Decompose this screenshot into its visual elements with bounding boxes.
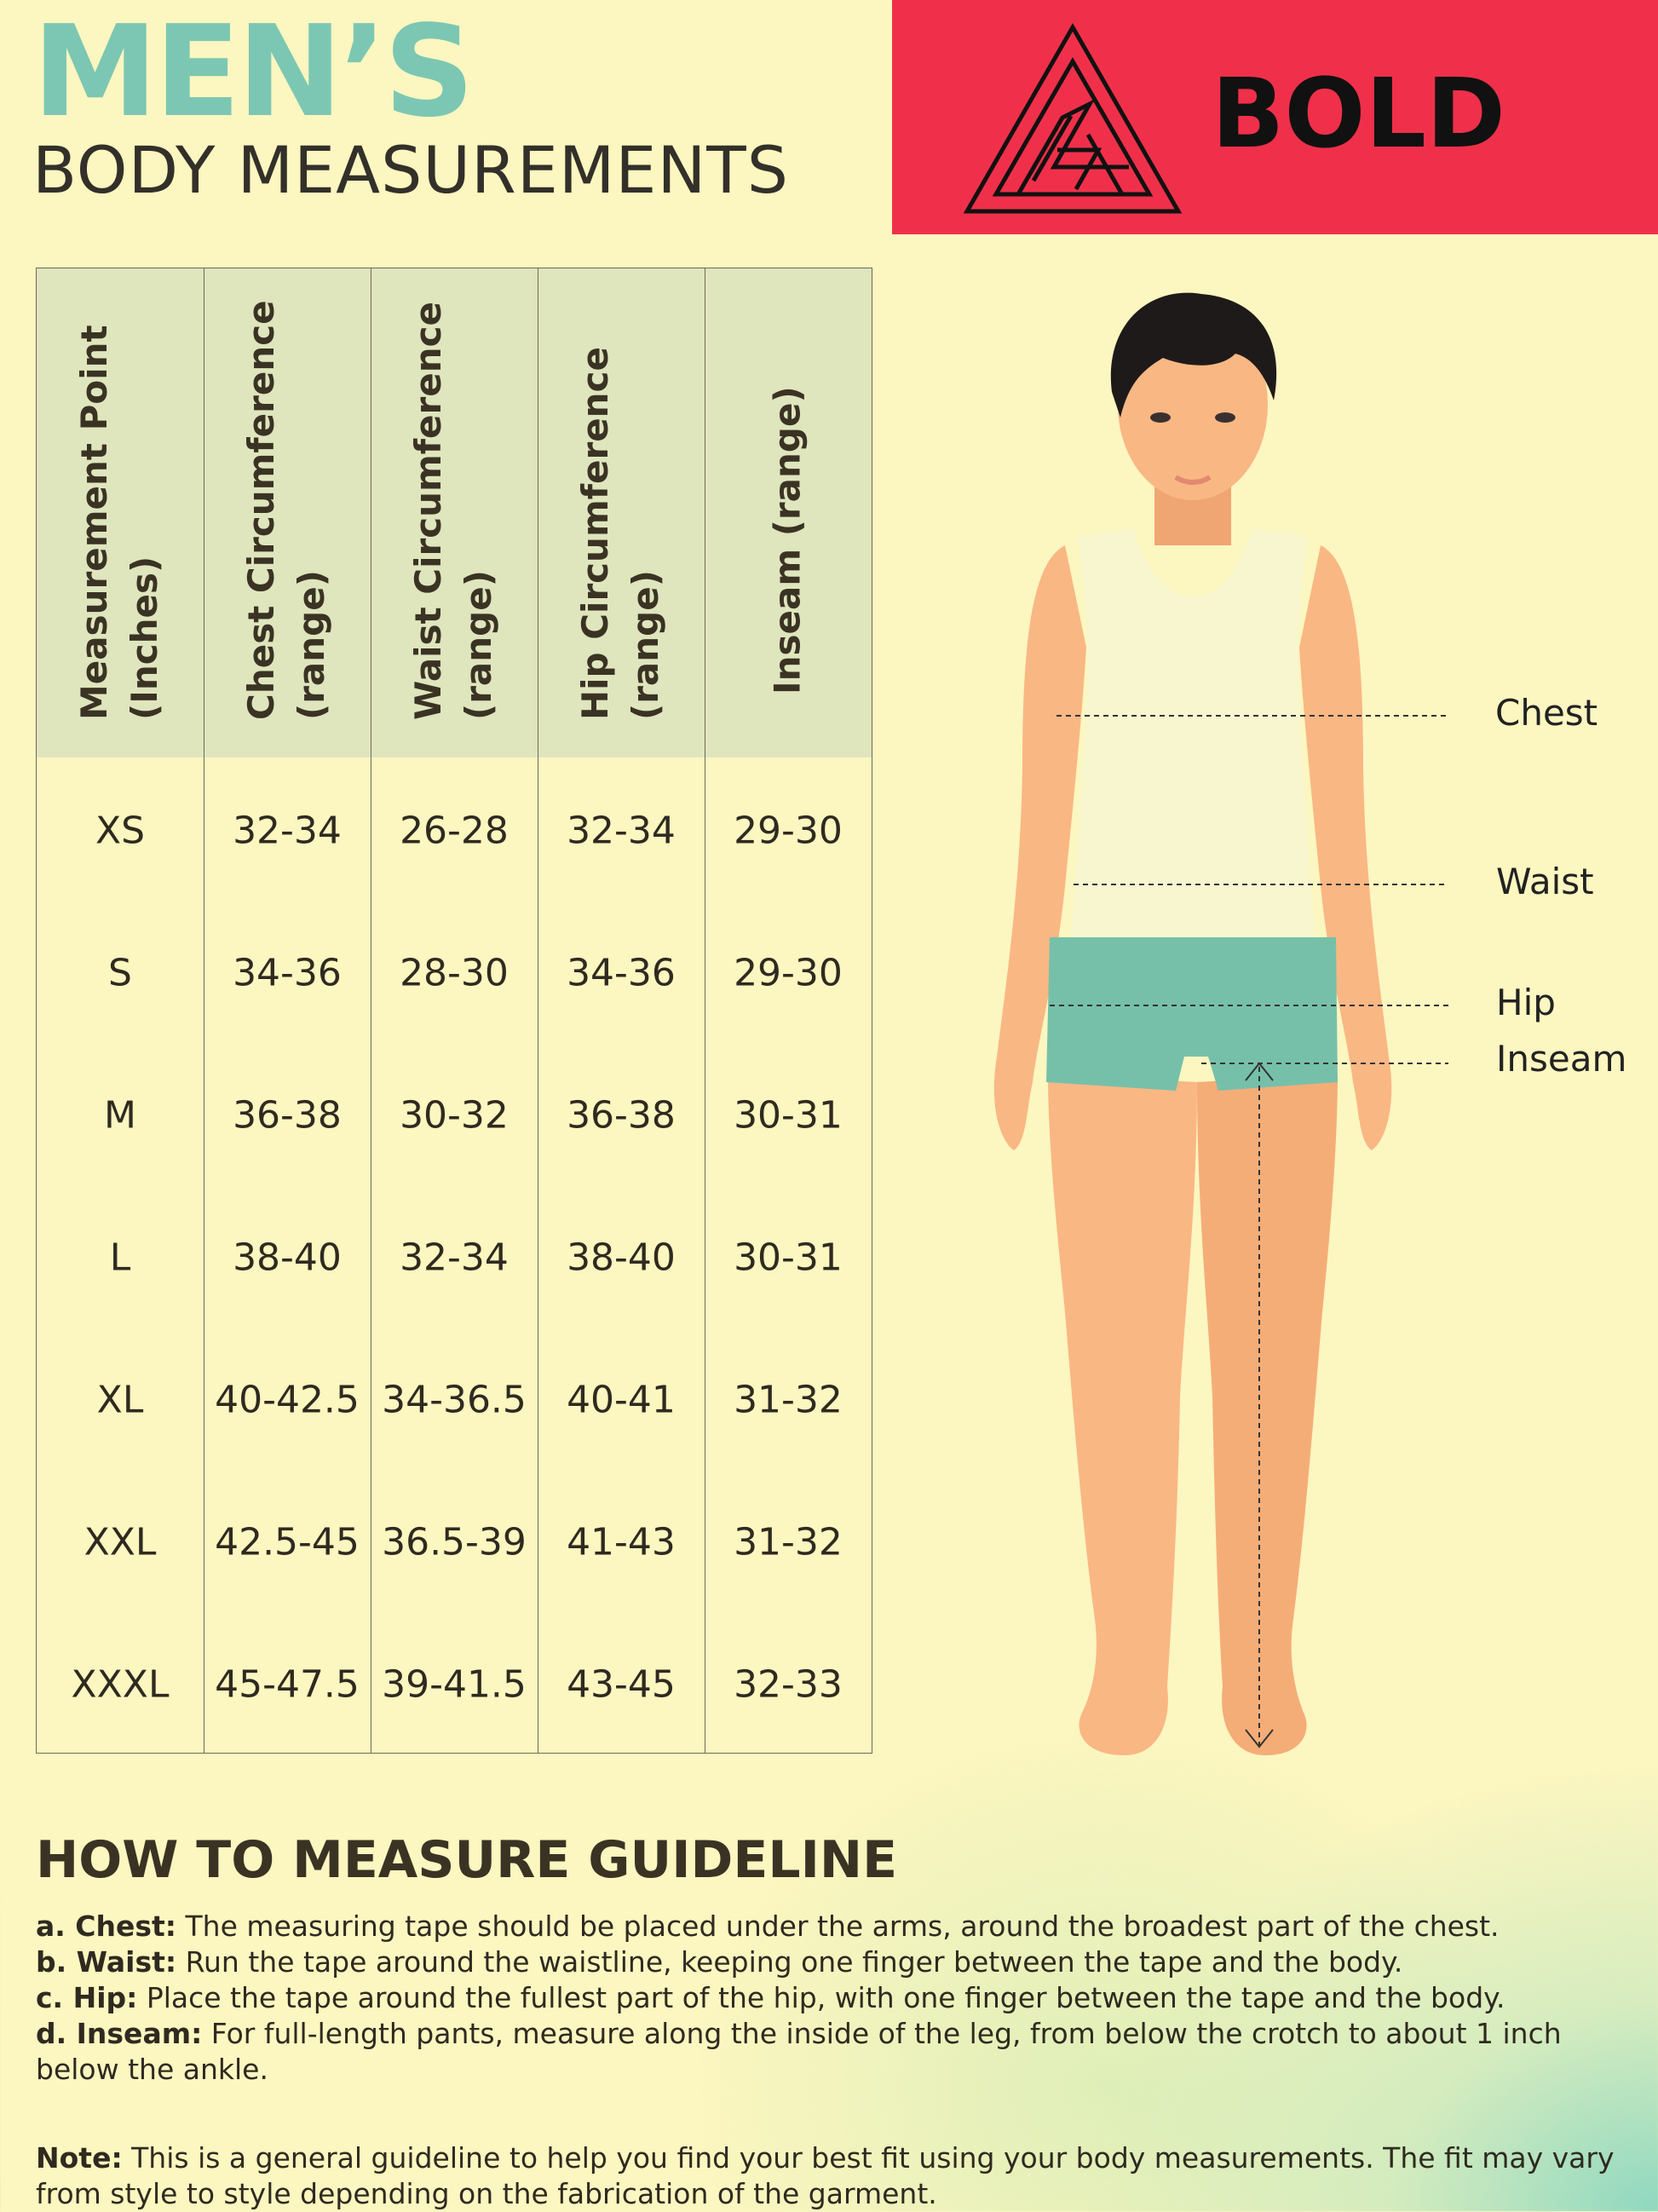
shorts [1046,937,1338,1091]
table-cell: 34-36 [567,951,676,995]
guideline-item-text: Run the tape around the waistline, keeping one finger between the tape and the body. [176,1945,1403,1979]
header-line: (range) [458,570,499,720]
guideline-item-label: a. Chest: [36,1910,176,1943]
table-cell: 39-41.5 [382,1662,527,1707]
triangle-knot-logo-icon [962,22,1183,215]
table-cell: 32-34 [233,809,342,853]
table-cell: 26-28 [400,809,509,853]
table-cell: 38-40 [567,1236,676,1280]
size-label: M [104,1093,136,1138]
guideline-item-label: b. Waist: [36,1945,177,1979]
header-line: Waist Circumference [407,302,450,720]
header-line: (range) [625,570,666,720]
guideline-list [36,1909,1621,2088]
header-hip [538,268,705,757]
table-cell: 34-36 [233,951,342,995]
size-table [36,268,872,1754]
table-cell: 36.5-39 [382,1520,527,1564]
table-cell: 32-34 [400,1236,509,1280]
brand-name: BOLD [1212,59,1505,170]
table-cell: 36-38 [567,1093,676,1138]
header-line: (Inches) [124,556,165,720]
header-waist [371,268,538,757]
header-measurement-point [37,268,204,757]
guideline-item [36,1909,1621,1944]
label-hip: Hip [1496,982,1556,1023]
header-line: Inseam (range) [766,386,809,694]
guideline-item-text: For full-length pants, measure along the inside of the leg, from below the crotch to about 1 inch below the ankle. [36,2017,1562,2086]
header-line: Hip Circumference [574,347,617,720]
label-waist: Waist [1496,861,1594,902]
guideline-item [36,1980,1621,2016]
table-cell: 30-31 [734,1093,843,1138]
right-leg [1197,1074,1338,1755]
left-leg [1048,1074,1197,1755]
table-cell: 45-47.5 [215,1662,360,1707]
brand-banner [892,0,1658,234]
guideline-item-label: c. Hip: [36,1981,138,2014]
table-cell: 36-38 [233,1093,342,1138]
table-cell: 41-43 [567,1520,676,1564]
table-cell: 43-45 [567,1662,676,1707]
note-label: Note: [36,2141,123,2175]
guideline-item-text: The measuring tape should be placed under the arms, around the broadest part of the chest. [176,1910,1500,1943]
label-chest: Chest [1495,692,1598,734]
table-cell: 28-30 [400,951,509,995]
size-label: XXXL [71,1662,170,1707]
tank-top [1068,528,1317,946]
table-cell: 30-32 [400,1093,509,1138]
table-cell: 38-40 [233,1236,342,1280]
size-label: XL [96,1378,144,1422]
note-text [36,2140,1621,2212]
table-cell: 29-30 [734,809,843,853]
header-line: (range) [291,570,332,720]
body-figure [937,290,1448,1768]
table-cell: 40-42.5 [215,1378,360,1422]
table-cell: 32-33 [734,1662,843,1707]
note-body: This is a general guideline to help you find your best fit using your body measurements. The fit may vary from style to style depending on the fabrication of the garment. [36,2141,1615,2210]
title-body-measurements: BODY MEASUREMENTS [32,132,789,208]
guideline-title: HOW TO MEASURE GUIDELINE [36,1830,898,1890]
table-header [37,268,872,757]
size-label: L [109,1236,131,1280]
guideline-item [36,2016,1621,2088]
male-body-illustration [937,290,1448,1764]
guideline-item-label: d. Inseam: [36,2017,203,2050]
table-cell: 31-32 [734,1520,843,1564]
table-cell: 29-30 [734,951,843,995]
size-label: XS [95,809,146,853]
header-line: Chest Circumference [240,300,283,720]
table-cell: 32-34 [567,809,676,853]
table-cell: 42.5-45 [215,1520,360,1564]
label-inseam: Inseam [1496,1038,1627,1080]
table-cell: 34-36.5 [382,1378,527,1422]
header-line: Measurement Point [73,325,116,720]
table-cell: 30-31 [734,1236,843,1280]
table-cell: 31-32 [734,1378,843,1422]
table-cell: 40-41 [567,1378,676,1422]
header-inseam [705,268,872,757]
size-label: XXL [83,1520,157,1564]
guideline-item-text: Place the tape around the fullest part of the hip, with one finger between the tape and the body. [137,1981,1505,2014]
guideline-item [36,1944,1621,1980]
header-chest [204,268,371,757]
size-label: S [108,951,132,995]
title-mens: MEN’S [32,0,472,145]
